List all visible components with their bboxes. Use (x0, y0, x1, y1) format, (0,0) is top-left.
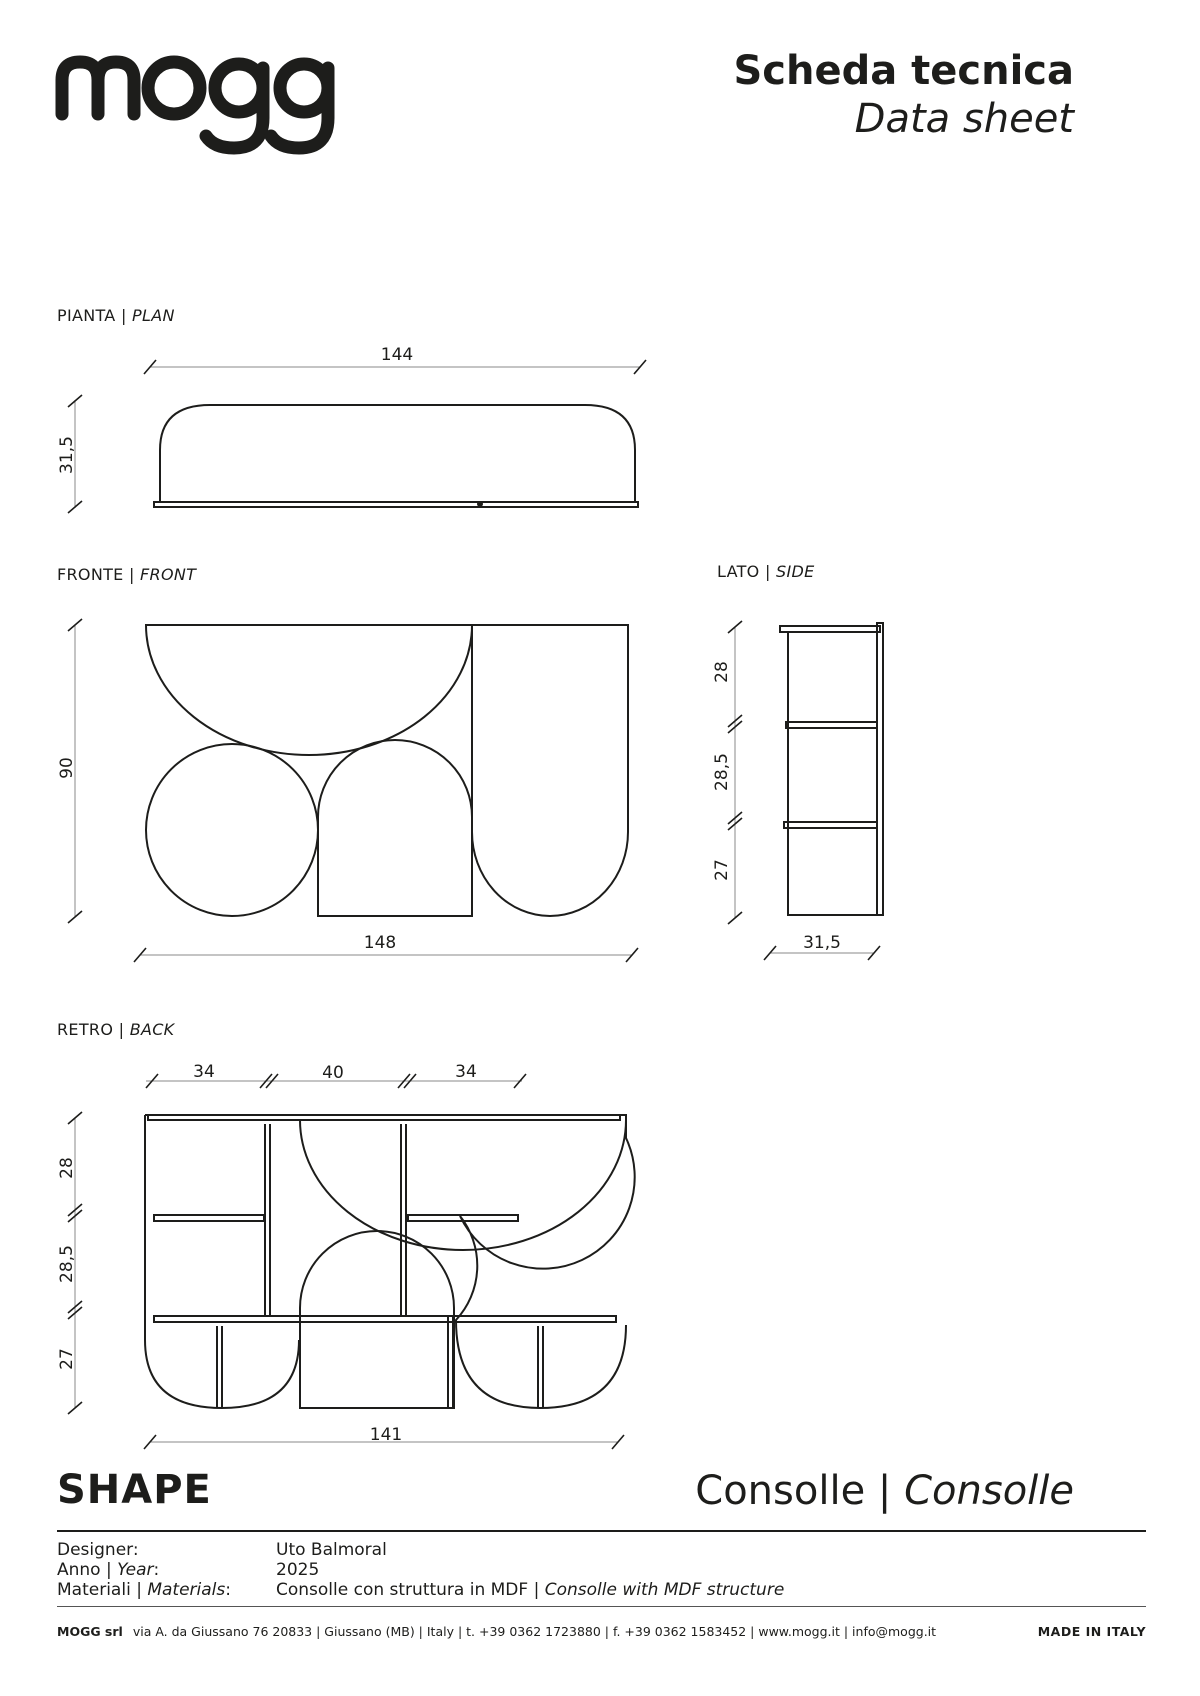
designer-value: Uto Balmoral (276, 1540, 387, 1560)
section-label-front: FRONTE | FRONT (57, 565, 197, 584)
section-label-side: LATO | SIDE (717, 562, 815, 581)
dim-side-h3: 27 (712, 859, 732, 881)
year-label: Anno | Year: (57, 1560, 160, 1580)
divider-bottom (57, 1606, 1146, 1607)
page-subtitle: Data sheet (854, 96, 1074, 142)
dim-back-w1: 34 (193, 1062, 215, 1082)
dim-front-height: 90 (57, 757, 77, 779)
dim-side-depth: 31,5 (803, 933, 841, 953)
plan-drawing (154, 405, 638, 507)
dim-back-w2: 40 (322, 1063, 344, 1083)
front-drawing (146, 625, 628, 916)
dim-back-h1: 28 (57, 1157, 77, 1179)
footer-contact: MOGG srl via A. da Giussano 76 20833 | Giussano (MB) | Italy | t. +39 0362 1723880 | f. +39 0362 1583452 | www.mogg.it | info@mogg.it (57, 1624, 937, 1639)
page-title: Scheda tecnica (733, 48, 1074, 94)
dim-back-width: 141 (369, 1425, 403, 1445)
materials-label: Materiali | Materials: (57, 1580, 231, 1600)
dim-front-width: 148 (363, 933, 397, 953)
product-category: Consolle | Consolle (695, 1468, 1074, 1514)
section-label-plan: PIANTA | PLAN (57, 306, 175, 325)
dim-back-w3: 34 (455, 1062, 477, 1082)
back-drawing (145, 1115, 635, 1408)
dim-plan-width: 144 (380, 345, 414, 365)
dim-plan-depth: 31,5 (57, 436, 77, 474)
designer-label: Designer: (57, 1540, 139, 1560)
dim-back-h3: 27 (57, 1348, 77, 1370)
made-in-italy: MADE IN ITALY (1037, 1624, 1146, 1639)
product-name: SHAPE (57, 1467, 212, 1513)
year-value: 2025 (276, 1560, 320, 1580)
dim-side-h2: 28,5 (712, 753, 732, 791)
materials-value: Consolle con struttura in MDF | Consolle with MDF structure (276, 1580, 785, 1600)
divider-top (57, 1530, 1146, 1532)
section-label-back: RETRO | BACK (57, 1020, 175, 1039)
dim-side-h1: 28 (712, 661, 732, 683)
side-drawing (780, 623, 883, 915)
dim-back-h2: 28,5 (57, 1245, 77, 1283)
